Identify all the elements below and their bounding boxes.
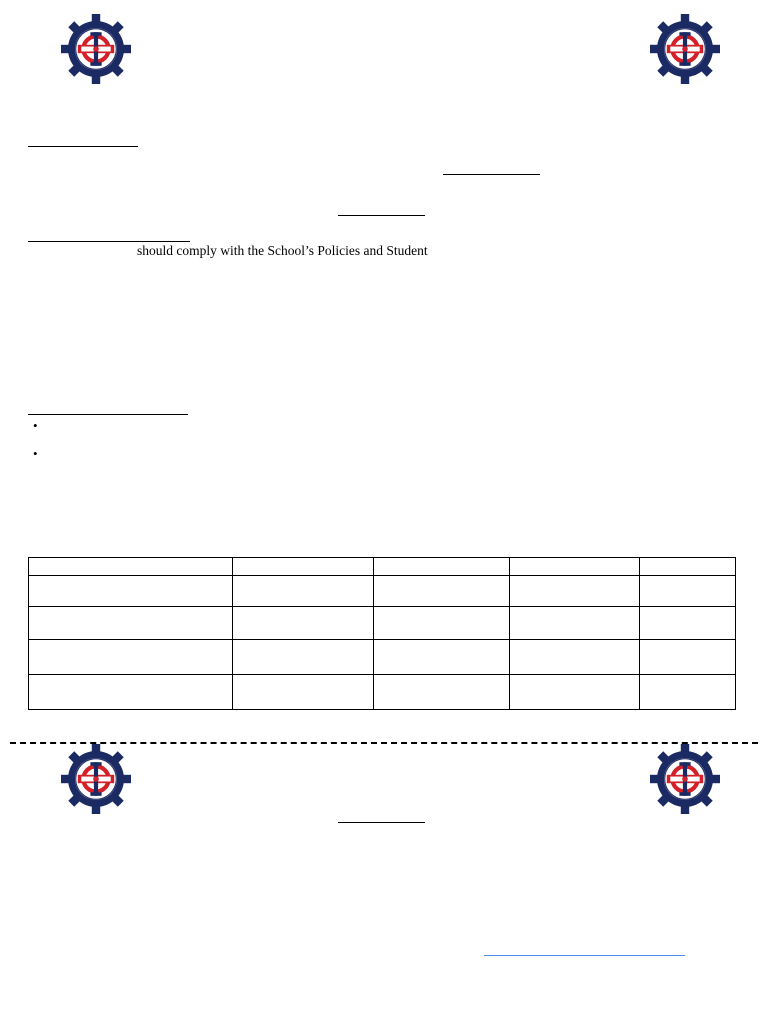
table-row bbox=[29, 558, 736, 576]
blank-field-line bbox=[28, 414, 188, 415]
table-cell bbox=[233, 675, 374, 710]
table-cell bbox=[374, 675, 510, 710]
table-row bbox=[29, 607, 736, 640]
table-cell bbox=[374, 640, 510, 675]
table-cell bbox=[640, 576, 736, 607]
school-seal-logo-left bbox=[61, 744, 131, 814]
table-row bbox=[29, 640, 736, 675]
table-cell bbox=[374, 607, 510, 640]
blank-field-line bbox=[443, 174, 540, 175]
table-cell bbox=[640, 607, 736, 640]
table-cell bbox=[640, 675, 736, 710]
table-cell bbox=[29, 675, 233, 710]
blank-field-line bbox=[28, 241, 190, 242]
table-cell bbox=[233, 576, 374, 607]
policy-compliance-text: should comply with the School’s Policies and Student bbox=[137, 243, 428, 258]
table-cell bbox=[374, 558, 510, 576]
table-cell bbox=[510, 675, 640, 710]
table-cell bbox=[233, 640, 374, 675]
bullet-point: • bbox=[33, 418, 38, 433]
table-cell bbox=[510, 576, 640, 607]
bullet-point: • bbox=[33, 446, 38, 461]
school-seal-logo-right bbox=[650, 744, 720, 814]
table-cell bbox=[29, 558, 233, 576]
schedule-table bbox=[28, 557, 736, 710]
table-cell bbox=[29, 607, 233, 640]
table-cell bbox=[640, 640, 736, 675]
school-seal-logo-right bbox=[650, 14, 720, 84]
table-row bbox=[29, 675, 736, 710]
table-cell bbox=[29, 640, 233, 675]
hyperlink-underline[interactable] bbox=[484, 955, 685, 956]
table-cell bbox=[640, 558, 736, 576]
school-seal-logo-left bbox=[61, 14, 131, 84]
table-cell bbox=[29, 576, 233, 607]
blank-field-line bbox=[28, 146, 138, 147]
table-cell bbox=[233, 558, 374, 576]
blank-field-line bbox=[338, 215, 425, 216]
table-row bbox=[29, 576, 736, 607]
table-cell bbox=[374, 576, 510, 607]
table-cell bbox=[510, 640, 640, 675]
table-cell bbox=[233, 607, 374, 640]
blank-field-line bbox=[338, 822, 425, 823]
table-cell bbox=[510, 607, 640, 640]
table-cell bbox=[510, 558, 640, 576]
